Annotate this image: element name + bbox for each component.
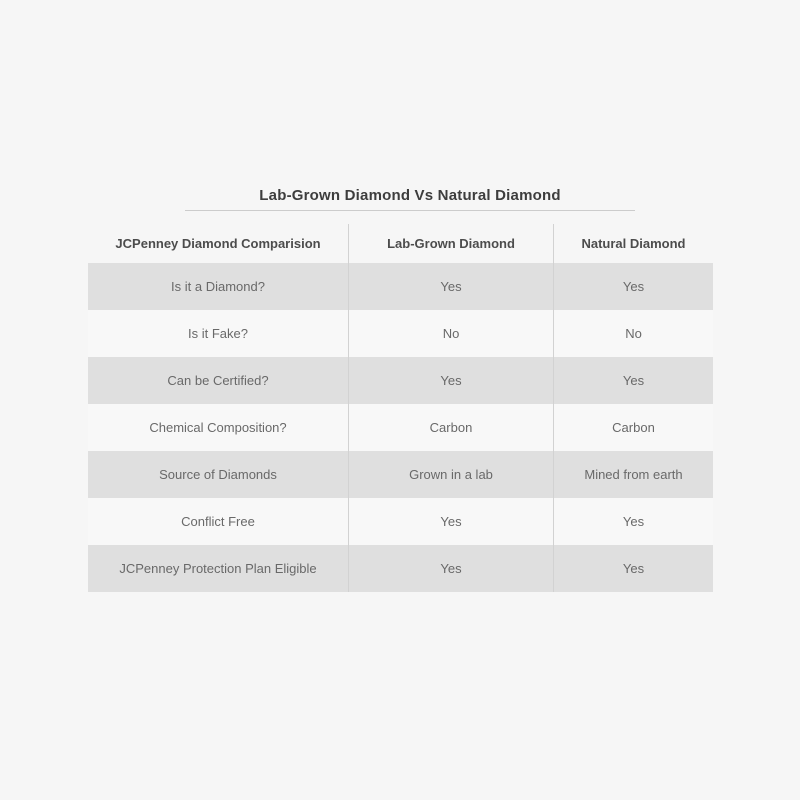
row-label: Source of Diamonds [159,467,277,482]
table-row [88,498,713,545]
natural-value: Carbon [553,404,713,451]
natural-value: Yes [553,263,713,310]
lab-grown-value: Yes [348,357,553,404]
row-label: Is it Fake? [188,326,248,341]
lab-grown-value: Grown in a lab [348,451,553,498]
row-label: Conflict Free [181,514,255,529]
table-header-row [88,224,713,263]
page-title: Lab-Grown Diamond Vs Natural Diamond [259,187,561,204]
row-label: JCPenney Protection Plan Eligible [119,561,317,576]
natural-value: Mined from earth [553,451,713,498]
table-row [88,263,713,310]
row-label: Chemical Composition? [149,420,287,435]
lab-grown-value: Yes [348,498,553,545]
table-row [88,545,713,592]
column-header-comparison: JCPenney Diamond Comparision [115,236,321,251]
table-row [88,451,713,498]
table-row [88,357,713,404]
row-label: Can be Certified? [167,373,269,388]
lab-grown-value: No [348,310,553,357]
natural-value: Yes [553,498,713,545]
lab-grown-value: Carbon [348,404,553,451]
natural-value: Yes [553,357,713,404]
lab-grown-value: Yes [348,263,553,310]
column-header-lab-grown: Lab-Grown Diamond [348,224,553,263]
row-label: Is it a Diamond? [171,279,265,294]
natural-value: No [553,310,713,357]
column-header-natural: Natural Diamond [553,224,713,263]
comparison-table [88,224,713,592]
lab-grown-value: Yes [348,545,553,592]
natural-value: Yes [553,545,713,592]
table-row [88,404,713,451]
title-divider [185,186,635,211]
table-row [88,310,713,357]
